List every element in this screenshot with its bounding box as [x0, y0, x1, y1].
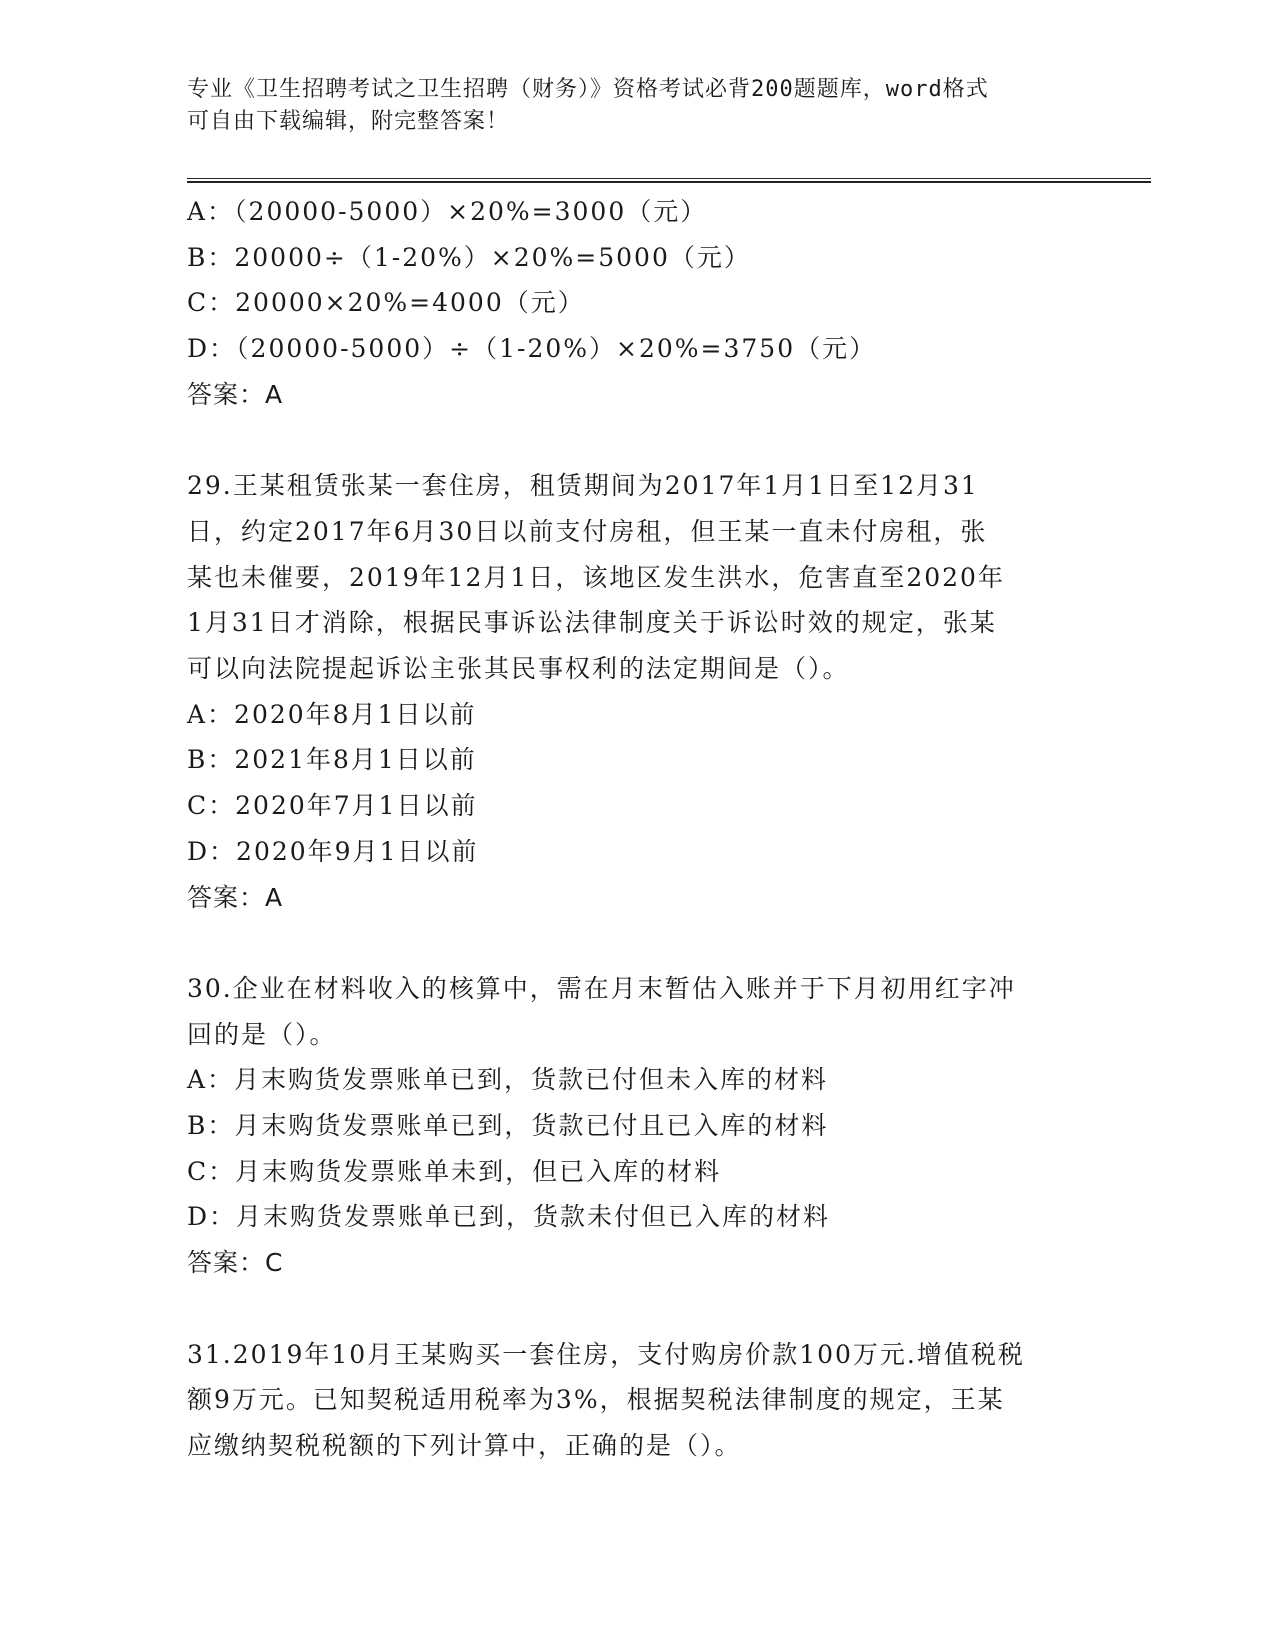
- header-line-1: 专业《卫生招聘考试之卫生招聘（财务）》资格考试必背200题题库，word格式: [187, 77, 989, 102]
- question-stem-line: 30.企业在材料收入的核算中，需在月末暂估入账并于下月初用红字冲: [187, 973, 1016, 1003]
- question-stem-line: 31.2019年10月王某购买一套住房，支付购房价款100万元.增值税税: [187, 1339, 1025, 1369]
- question-29: [187, 463, 1077, 920]
- option-c: C：2020年7月1日以前: [187, 791, 478, 821]
- option-d: D：2020年9月1日以前: [187, 836, 479, 866]
- header-line-2: 可自由下载编辑，附完整答案！: [187, 109, 510, 134]
- question-30: [187, 966, 1077, 1286]
- question-stem-line: 某也未催要，2019年12月1日，该地区发生洪水，危害直至2020年: [187, 562, 1005, 592]
- option-a: A：月末购货发票账单已到，货款已付但未入库的材料: [187, 1065, 829, 1095]
- question-stem-line: 1月31日才消除，根据民事诉讼法律制度关于诉讼时效的规定，张某: [187, 608, 997, 638]
- option-b: B：月末购货发票账单已到，货款已付且已入库的材料: [187, 1111, 829, 1141]
- document-header: [187, 74, 1067, 138]
- answer: 答案：A: [187, 379, 284, 409]
- option-d: D：（20000-5000）÷（1-20%）×20%=3750（元）: [187, 334, 877, 364]
- question-31: [187, 1332, 1077, 1469]
- question-stem-line: 回的是（）。: [187, 1019, 337, 1049]
- spacer: [187, 418, 1077, 464]
- question-stem-line: 可以向法院提起诉讼主张其民事权利的法定期间是（）。: [187, 654, 850, 684]
- question-28: [187, 189, 1077, 418]
- header-divider-thin: [187, 178, 1151, 179]
- option-a: A：（20000-5000）×20%=3000（元）: [187, 197, 708, 226]
- question-stem-line: 应缴纳契税税额的下列计算中，正确的是（）。: [187, 1430, 742, 1460]
- answer: 答案：C: [187, 1248, 284, 1278]
- option-b: B：20000÷（1-20%）×20%=5000（元）: [187, 242, 751, 272]
- question-stem-line: 29.王某租赁张某一套住房，租赁期间为2017年1月1日至12月31: [187, 471, 979, 501]
- spacer: [187, 1286, 1077, 1332]
- option-c: C：20000×20%=4000（元）: [187, 288, 585, 318]
- option-a: A：2020年8月1日以前: [187, 699, 477, 729]
- header-divider-thick: [187, 181, 1151, 183]
- document-body: [187, 189, 1077, 1469]
- option-d: D：月末购货发票账单已到，货款未付但已入库的材料: [187, 1202, 831, 1232]
- question-stem-line: 日，约定2017年6月30日以前支付房租，但王某一直未付房租，张: [187, 516, 988, 546]
- option-c: C：月末购货发票账单未到，但已入库的材料: [187, 1156, 722, 1186]
- answer: 答案：A: [187, 882, 284, 912]
- question-stem-line: 额9万元。已知契税适用税率为3%，根据契税法律制度的规定，王某: [187, 1385, 1005, 1415]
- option-b: B：2021年8月1日以前: [187, 745, 477, 775]
- spacer: [187, 920, 1077, 966]
